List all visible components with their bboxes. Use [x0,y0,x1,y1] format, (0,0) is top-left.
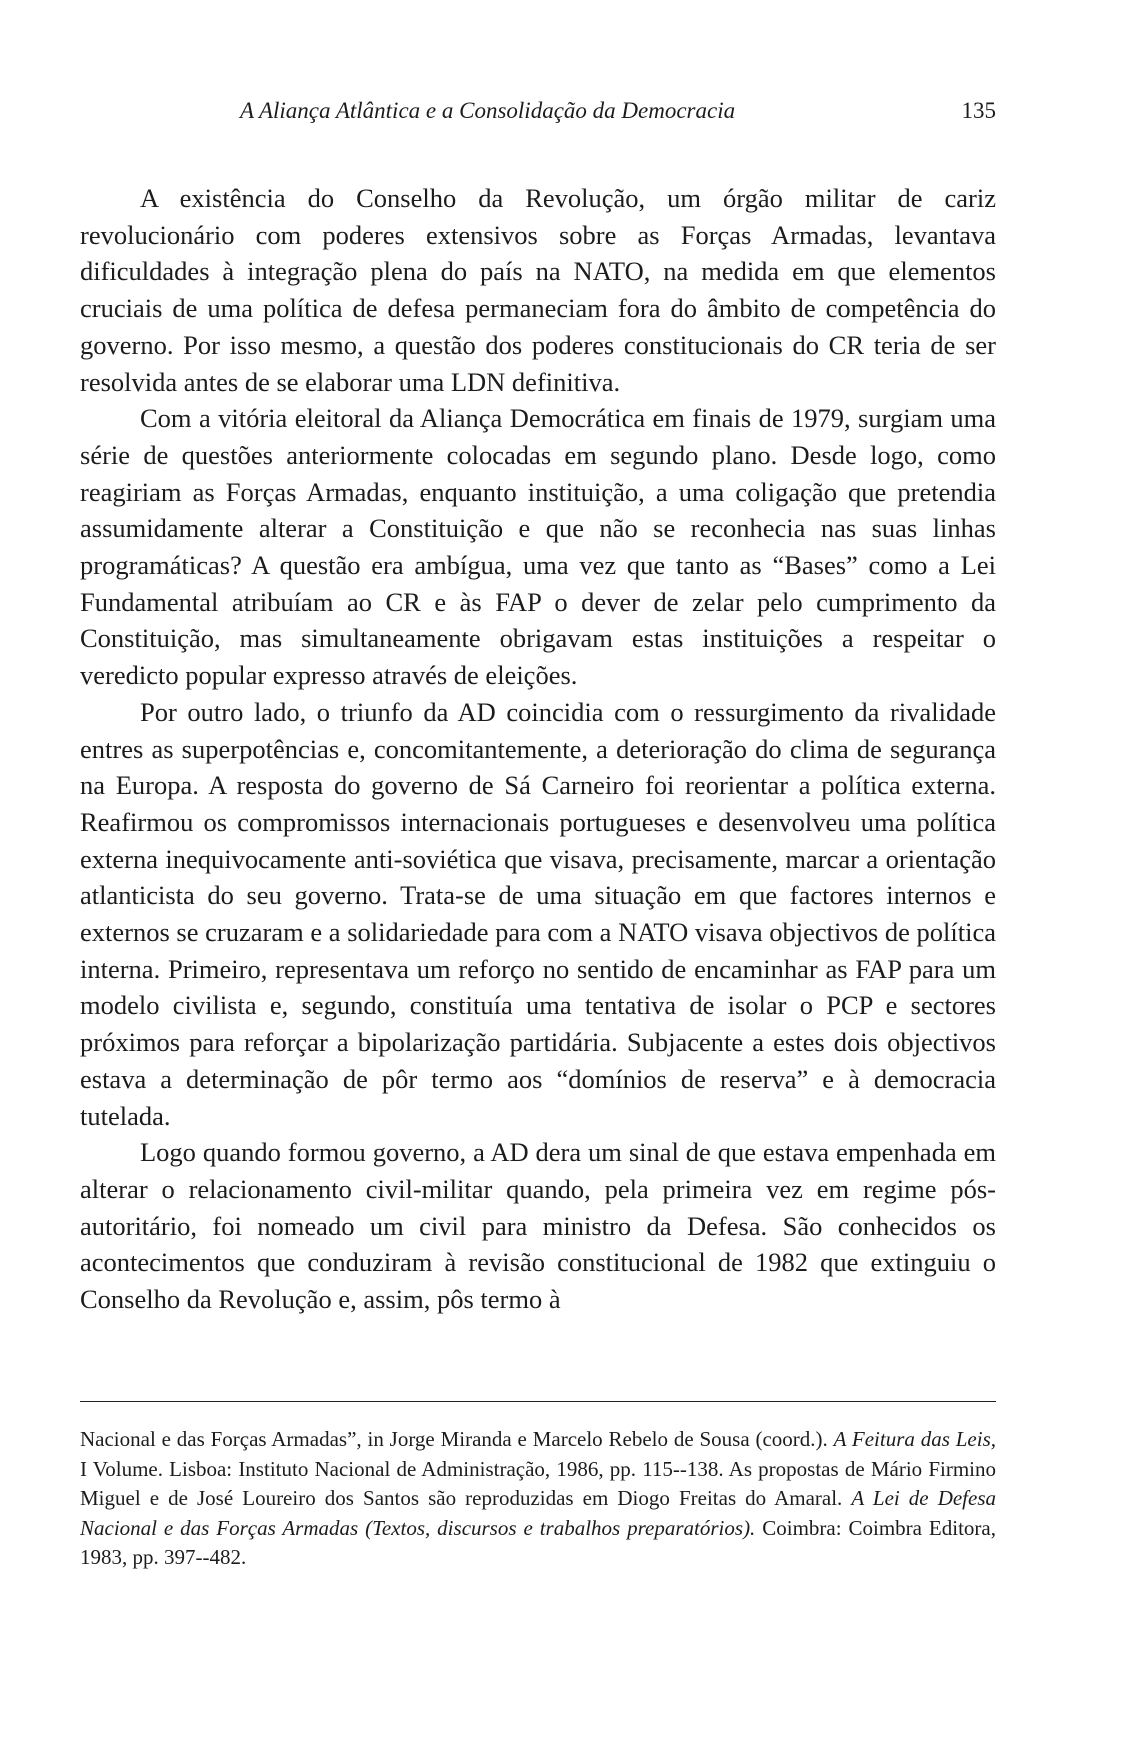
running-title: A Aliança Atlântica e a Consolidação da Democracia [240,98,736,123]
footnote-book-title-2: A Lei de Defesa Nacional e das Forças Armadas (Textos, discursos e trabalhos preparatórios). [80,1486,997,1540]
footnote-divider [80,1401,996,1402]
running-head [80,92,996,132]
page-number: 135 [961,98,996,123]
body-text [80,180,996,1318]
paragraph-governo-ad: Logo quando formou governo, a AD dera um sinal de que estava empenhada em alterar o relacionamento civil-militar quando, pela primeira vez em regime pós-autoritário, foi nomeado um civil para ministro da Defesa. São conhecidos os acontecimentos que conduziram à revisão constitucional de 1982 que extinguiu o Conselho da Revolução e, assim, pôs termo à [80,1137,996,1315]
footnote-text-part-1: Nacional e das Forças Armadas”, in Jorge Miranda e Marcelo Rebelo de Sousa (coord.). [80,1427,834,1451]
footnote [80,1425,996,1573]
footnote-text-part-2: I Volume. Lisboa: Instituto Nacional de Administração, 1986, pp. 115-⁠-138. As propostas de Mário Firmino Miguel e de José Loureiro dos Santos são reproduzidas em Diogo Freitas do Amaral. [80,1456,996,1510]
paragraph-vitoria-eleitoral: Com a vitória eleitoral da Aliança Democrática em finais de 1979, surgiam uma série de questões anteriormente colocadas em segundo plano. Desde logo, como reagiriam as Forças Armadas, enquanto instituição, a uma coligação que pretendia assumidamente alterar a Constituição e que não se reconhecia nas suas linhas programáticas? A questão era ambígua, uma vez que tanto as “Bases” como a Lei Fundamental atribuíam ao CR e às FAP o dever de zelar pelo cumprimento da Constituição, mas simultaneamente obrigavam estas instituições a respeitar o veredicto popular expresso através de eleições. [80,403,996,691]
footnote-text-part-3: Coimbra: Coimbra Editora, 1983, pp. 397-⁠-482. [80,1515,996,1569]
footnote-book-title-1: A Feitura das Leis, [833,1427,996,1451]
paragraph-triunfo-ad: Por outro lado, o triunfo da AD coincidia com o ressurgimento da rivalidade entres as superpotências e, concomitantemente, a deterioração do clima de segurança na Europa. A resposta do governo de Sá Carneiro foi reorientar a política externa. Reafirmou os compromissos internacionais portugueses e desenvolveu uma política externa inequivocamente anti-soviética que visava, precisamente, marcar a orientação atlanticista do seu governo. Trata-se de uma situação em que factores internos e externos se cruzaram e a solidariedade para com a NATO visava objectivos de política interna. Primeiro, representava um reforço no sentido de encaminhar as FAP para um modelo civilista e, segundo, constituía uma tentativa de isolar o PCP e sectores próximos para reforçar a bipolarização partidária. Subjacente a estes dois objectivos estava a determinação de pôr termo aos “domínios de reserva” e à democracia tutelada. [80,696,996,1131]
footnote-text [80,1425,996,1573]
paragraph-conselho-revolucao: A existência do Conselho da Revolução, um órgão militar de cariz revolucionário com poderes extensivos sobre as Forças Armadas, levantava dificuldades à integração plena do país na NATO, na medida em que elementos cruciais de uma política de defesa permaneciam fora do âmbito de competência do governo. Por isso mesmo, a questão dos poderes constitucionais do CR teria de ser resolvida antes de se elaborar uma LDN definitiva. [80,183,996,397]
